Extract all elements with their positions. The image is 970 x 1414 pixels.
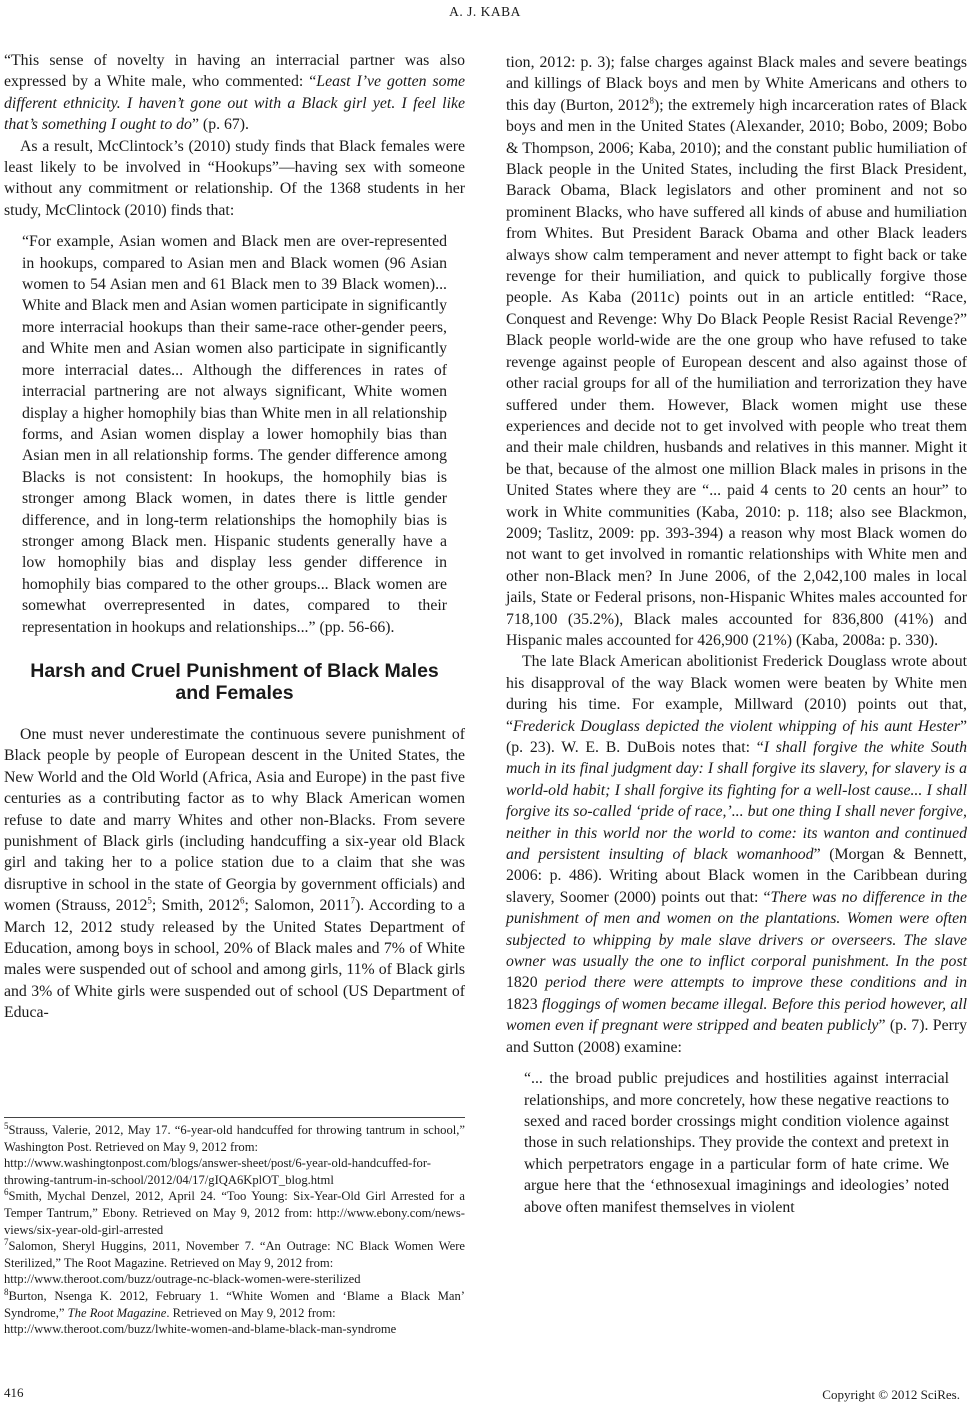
paragraph: One must never underestimate the continuous severe punishment of Black people by people of European descent in the United States, the New World and the Old World (Africa, Asia and Europe) in the past five centuries as a contributing factor as to why Black American women refuse to date and marry Whites and other non-Blacks. From severe punishment of Black girls (including handcuffing a six-year old Black girl and taking her to a police station due to a claim that she was disruptive in school in the state of Georgia by government officials) and women (Strauss, 2012$^5$; Smith, 2012$^6$; Salomon, 2011$^7$). According to a March 12, 2012 study released by the United States Department of Education, among boys in school, 20% of Black males and 7% of White males were suspended out of school and among girls, 11% of Black girls and 3% of White girls were suspended out of school (US Department of Educa- — [4, 725, 465, 1022]
footnote-link[interactable]: http://www.theroot.com/buzz/outrage-nc-black-women-were-sterilized — [4, 1272, 361, 1287]
copyright-notice: Copyright © 2012 SciRes. — [822, 1387, 960, 1402]
running-header: A. J. KABA — [449, 4, 521, 19]
paragraph: tion, 2012: p. 3); false charges against Black males and severe beatings and killings of Black boys and men by White Americans and others to this day (Burton, 2012$^8$); the extremely high incarceration rates of Black boys and men in the United States (Alexander, 2010; Bobo, 2009; Bobo & Thompson, 2006; Kaba, 2010); and the constant public humiliation of Black people in the United States, including the first Black President, Barack Obama, Black legislators and other prominent and not so prominent Blacks, who have suffered all kinds of abuse and humiliation from Whites. But President Barack Obama and other Black leaders always show calm temperament and never attempt to fight back or take revenge for their humiliation, and quick to publically forgive those people. As Kaba (2011c) points out in an article entitled: “Race, Conquest and Revenge: Why Do Black People Resist Racial Revenge?” Black people world-wide are the one group who have refused to take revenge against people of European descent and also against those of other racial groups for all of the humiliation and terrorization they have suffered under them. However, Black women might use these experiences and decide not to get involved with people who treat them and their male children, husbands and relatives in this manner. Might it be that, because of the almost one million Black males in prisons in the United States where they are “... paid 4 cents to 20 cents an hour” to work in White communities (Kaba, 2010: p. 118; also see Blackmon, 2009; Taslitz, 2009: pp. 393-394) a reason why most Black women do not want to get involved in romantic relationships with White men and other non-Black men? In June 2006, of the 2,042,100 males in local jails, State or Federal prisons, non-Hispanic Whites males accounted for 718,100 (35.2%), Black males accounted for 836,800 (41%) and Hispanic males accounted for 426,900 (21%) (Kaba, 2008a: p. 330). — [506, 54, 967, 649]
block-quote — [524, 1068, 949, 1218]
footnote-ref[interactable]: 6 — [240, 895, 245, 906]
quote-text: “For example, Asian women and Black men are over-represented in hookups, compared to Asian men and Black women (96 Asian women to 54 Asian men and 61 Black men to 39 Black women)... White and Black men and Asian women participate in significantly more interracial hookups than their same-race other-gender peers, and White men and Asian women also participate in significantly more interracial dates... Although the differences in rates of interracial partnering are not always significant, White women display a higher homophily bias than White men in all relationship forms, and Asian women display a lower homophily bias than Asian men in all relationship forms. The gender difference among Blacks is not consistent: In hookups, the homophily bias is stronger among Black women, in dates there is little gender difference, and in long-term relationships the homophily bias is stronger among Black men. Hispanic students generally have a low homophily bias and display less gender difference in homophily bias compared to the other groups... Black women are somewhat overrepresented in dates, compared to their representation in hookups and relationships...” (pp. 56-66). — [22, 233, 447, 636]
footnote-6: $^6$Smith, Mychal Denzel, 2012, April 24. “Too Young: Six-Year-Old Girl Arrested for a Temper Tantrum,” Ebony. Retrieved on May 9, 2012 from: http://www.ebony.com/news-views/six-year-old-girl-arrested — [4, 1187, 465, 1237]
page-number: 416 — [4, 1385, 24, 1400]
footnote-ref[interactable]: 5 — [147, 895, 152, 906]
block-quote — [22, 231, 447, 638]
footnote-link[interactable]: http://www.washingtonpost.com/blogs/answer-sheet/post/6-year-old-handcuffed-for-throwing-tantrum-in-school/2012/04/17/gIQA6KplOT_blog.html — [4, 1156, 431, 1187]
footnote-link[interactable]: http://www.theroot.com/buzz/lwhite-women-and-blame-black-man-syndrome — [4, 1322, 397, 1337]
paragraph: The late Black American abolitionist Frederick Douglass wrote about his disapproval of the way Black women were beaten by White men during his time. For example, Millward (2010) points out that, “Frederick Douglass depicted the violent whipping of his aunt Hester” (p. 23). W. E. B. DuBois notes that: “I shall forgive the white South much in its final judgment day: I shall forgive its slavery, for slavery is a world-old habit; I shall forgive its fighting for a well-lost cause... I shall forgive its so-called ‘pride of race,’... but one thing I shall never forgive, neither in this world nor the world to come: its wanton and continued and persistent insulting of black womanhood” (Morgan & Bennett, 2006: p. 486). Writing about Black women in the Caribbean during slavery, Soomer (2000) points out that: “There was no difference in the punishment of men and women on the plantations. Women were often subjected to whipping by male slave drivers or overseers. The slave owner was usually the one to inflict corporal punishment. In the post 1820 period there were attempts to improve these conditions and in 1823 floggings of women became illegal. Before this period however, all women even if pregnant were stripped and beaten publicly” (p. 7). Perry and Sutton (2008) examine: — [506, 653, 967, 1056]
footnote-7: $^7$Salomon, Sheryl Huggins, 2011, November 7. “An Outrage: NC Black Women Were Sterilized,” The Root Magazine. Retrieved on May 9, 2012 from: — [4, 1236, 465, 1270]
paragraph: “This sense of novelty in having an interracial partner was also expressed by a White male, who commented: “Least I’ve gotten some different ethnicity. I haven’t gone out with a Black girl yet. I feel like that’s something I ought to do” (p. 67). — [4, 52, 465, 134]
footnotes — [4, 1117, 465, 1338]
left-column — [4, 50, 465, 1024]
footnote-divider — [4, 1117, 465, 1118]
footnote-ref[interactable]: 8 — [649, 95, 654, 106]
footnote-ref[interactable]: 7 — [350, 895, 355, 906]
paragraph: As a result, McClintock’s (2010) study finds that Black females were least likely to be involved in “Hookups”—having sex with someone without any commitment or relationship. Of the 1368 students in her study, McClintock (2010) finds that: — [4, 137, 465, 219]
quote-text: “... the broad public prejudices and hostilities against interracial relationships, and more concretely, how these negative reactions to sexed and raced border crossings might condition violence against those in such relationships. They provide the context and pretext in which perpetrators engage in a particular form of hate crime. We argue here that the ‘ethnosexual imaginings and ideologies’ noted above often manifest themselves in violent — [524, 1070, 949, 1216]
section-heading: Harsh and Cruel Punishment of Black Males and Females — [30, 659, 439, 704]
footnote-8: $^8$Burton, Nsenga K. 2012, February 1. “White Women and ‘Blame a Black Man’ Syndrome,” The Root Magazine. Retrieved on May 9, 2012 from: — [4, 1286, 465, 1320]
right-column — [506, 52, 967, 1218]
footnote-5: $^5$Strauss, Valerie, 2012, May 17. “6-year-old handcuffed for throwing tantrum in school,” Washington Post. Retrieved on May 9, 2012 from: — [4, 1120, 465, 1154]
